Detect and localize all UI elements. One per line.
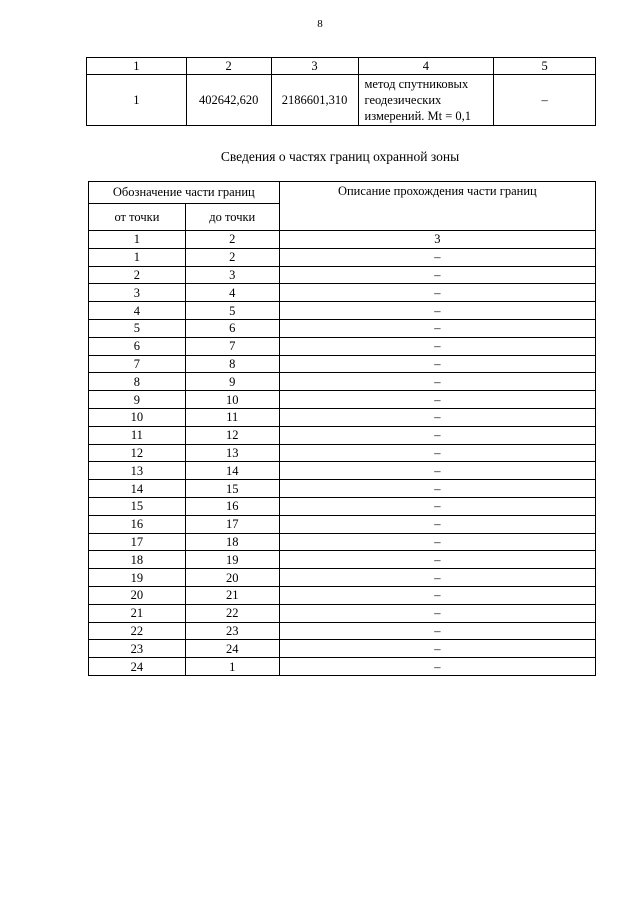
to-point-cell: 14	[185, 462, 279, 480]
description-cell: –	[279, 462, 595, 480]
table-row	[89, 586, 596, 604]
table-row	[89, 533, 596, 551]
coordinate-y: 2186601,310	[271, 75, 358, 126]
index-cell: 2	[185, 231, 279, 249]
description-cell: –	[279, 391, 595, 409]
description-cell: –	[279, 373, 595, 391]
to-point-cell: 9	[185, 373, 279, 391]
description-cell: –	[279, 515, 595, 533]
to-point-cell: 23	[185, 622, 279, 640]
group-header-row	[89, 182, 596, 204]
description-cell: –	[279, 569, 595, 587]
description-cell: –	[279, 622, 595, 640]
from-point-cell: 7	[89, 355, 186, 373]
table-row	[89, 497, 596, 515]
description-cell: –	[279, 551, 595, 569]
to-point-cell: 18	[185, 533, 279, 551]
description-cell: –	[279, 604, 595, 622]
from-point-cell: 13	[89, 462, 186, 480]
coordinates-table	[86, 57, 596, 126]
to-point-cell: 22	[185, 604, 279, 622]
table-row	[89, 302, 596, 320]
to-point-cell: 10	[185, 391, 279, 409]
header-cell: 3	[271, 58, 358, 75]
from-point-cell: 17	[89, 533, 186, 551]
method-line: измерений. Mt = 0,1	[364, 109, 472, 123]
from-point-cell: 16	[89, 515, 186, 533]
table-row	[89, 391, 596, 409]
index-cell: 3	[279, 231, 595, 249]
to-point-cell: 8	[185, 355, 279, 373]
table-row	[89, 622, 596, 640]
description-cell: –	[279, 284, 595, 302]
description-cell: –	[279, 444, 595, 462]
from-point-cell: 22	[89, 622, 186, 640]
table-row	[89, 444, 596, 462]
to-point-cell: 20	[185, 569, 279, 587]
description-cell: –	[279, 640, 595, 658]
from-point-cell: 5	[89, 319, 186, 337]
to-point-cell: 5	[185, 302, 279, 320]
header-cell: 4	[358, 58, 494, 75]
table-row	[89, 319, 596, 337]
point-number: 1	[87, 75, 187, 126]
from-point-cell: 20	[89, 586, 186, 604]
to-point-cell: 16	[185, 497, 279, 515]
description-cell: –	[279, 248, 595, 266]
to-point-cell: 15	[185, 480, 279, 498]
from-point-cell: 19	[89, 569, 186, 587]
description-cell: –	[279, 586, 595, 604]
table-row	[89, 337, 596, 355]
to-point-cell: 12	[185, 426, 279, 444]
from-point-cell: 10	[89, 408, 186, 426]
from-point-cell: 15	[89, 497, 186, 515]
parts-table-body	[89, 231, 596, 676]
description-cell: –	[279, 319, 595, 337]
table-row	[87, 75, 596, 126]
description-cell: –	[279, 355, 595, 373]
from-point-cell: 18	[89, 551, 186, 569]
table-row	[89, 569, 596, 587]
description-cell: –	[279, 302, 595, 320]
to-point-cell: 13	[185, 444, 279, 462]
table-row	[89, 551, 596, 569]
method-line: геодезических	[364, 93, 442, 107]
from-point-cell: 9	[89, 391, 186, 409]
note-cell: –	[494, 75, 596, 126]
description-cell: –	[279, 426, 595, 444]
header-cell: 1	[87, 58, 187, 75]
from-point-cell: 24	[89, 658, 186, 676]
header-cell: 5	[494, 58, 596, 75]
from-point-cell: 12	[89, 444, 186, 462]
description-cell: –	[279, 480, 595, 498]
from-point-cell: 8	[89, 373, 186, 391]
page-number: 8	[317, 18, 323, 30]
table-row	[89, 604, 596, 622]
from-point-cell: 14	[89, 480, 186, 498]
table-row	[89, 426, 596, 444]
header-cell: 2	[186, 58, 271, 75]
method-description	[358, 75, 494, 126]
table-row	[89, 408, 596, 426]
coordinate-x: 402642,620	[186, 75, 271, 126]
to-point-cell: 11	[185, 408, 279, 426]
from-point-header: от точки	[89, 204, 186, 231]
from-point-cell: 1	[89, 248, 186, 266]
from-point-cell: 23	[89, 640, 186, 658]
table-row	[89, 355, 596, 373]
to-point-cell: 7	[185, 337, 279, 355]
method-line: метод спутниковых	[364, 77, 469, 91]
to-point-cell: 3	[185, 266, 279, 284]
section-title: Сведения о частях границ охранной зоны	[220, 149, 460, 164]
to-point-cell: 24	[185, 640, 279, 658]
table-row	[89, 480, 596, 498]
description-cell: –	[279, 658, 595, 676]
to-point-cell: 21	[185, 586, 279, 604]
to-point-header: до точки	[185, 204, 279, 231]
to-point-cell: 17	[185, 515, 279, 533]
group-header: Обозначение части границ	[89, 182, 280, 204]
table-row	[89, 373, 596, 391]
description-cell: –	[279, 408, 595, 426]
table-row	[89, 462, 596, 480]
to-point-cell: 2	[185, 248, 279, 266]
from-point-cell: 6	[89, 337, 186, 355]
description-cell: –	[279, 497, 595, 515]
index-row	[89, 231, 596, 249]
description-header: Описание прохождения части границ	[279, 182, 595, 231]
table-row	[89, 266, 596, 284]
from-point-cell: 2	[89, 266, 186, 284]
header-row	[87, 58, 596, 75]
index-cell: 1	[89, 231, 186, 249]
to-point-cell: 6	[185, 319, 279, 337]
to-point-cell: 1	[185, 658, 279, 676]
description-cell: –	[279, 533, 595, 551]
table-row	[89, 248, 596, 266]
table-row	[89, 640, 596, 658]
from-point-cell: 11	[89, 426, 186, 444]
to-point-cell: 4	[185, 284, 279, 302]
from-point-cell: 21	[89, 604, 186, 622]
to-point-cell: 19	[185, 551, 279, 569]
table-row	[89, 284, 596, 302]
description-cell: –	[279, 266, 595, 284]
table-row	[89, 515, 596, 533]
from-point-cell: 4	[89, 302, 186, 320]
boundary-parts-table	[88, 181, 596, 676]
from-point-cell: 3	[89, 284, 186, 302]
table-row	[89, 658, 596, 676]
description-cell: –	[279, 337, 595, 355]
